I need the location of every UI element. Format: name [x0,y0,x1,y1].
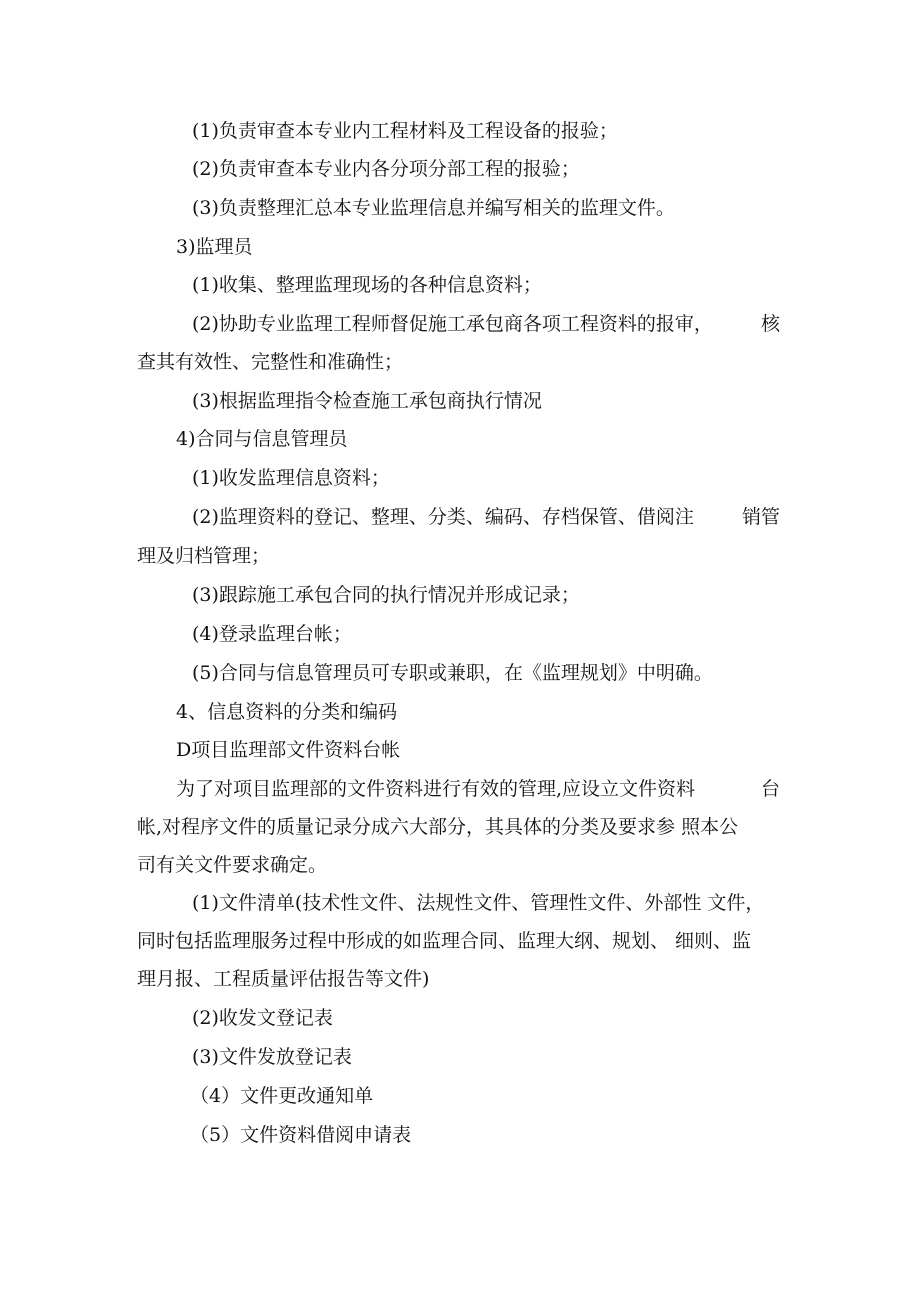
text-line: (2)收发文登记表 [192,1007,333,1029]
text-line: (1)负责审查本专业内工程材料及工程设备的报验； [192,120,618,142]
section-heading: 3)监理员 [176,236,253,258]
section-heading: 4)合同与信息管理员 [176,428,348,450]
text-segment: 为了对项目监理部的文件资料进行有效的管理,应设立文件资料 [176,778,696,800]
text-line: （4）文件更改通知单 [190,1085,374,1107]
text-line: (5)合同与信息管理员可专职或兼职，在《监理规划》中明确。 [192,662,713,684]
text-line: (1)文件清单(技术性文件、法规性文件、管理性文件、外部性 文件， [192,892,765,914]
text-segment: (2)监理资料的登记、整理、分类、编码、存档保管、借阅注 [192,506,694,528]
text-line: 理及归档管理； [137,545,271,567]
text-line: 司有关文件要求确定。 [137,854,328,876]
text-line: (1)收发监理信息资料； [192,467,390,489]
text-line: (3)根据监理指令检查施工承包商执行情况 [192,390,542,412]
text-line: (1)收集、整理监理现场的各种信息资料； [192,274,542,296]
text-line: （5）文件资料借阅申请表 [190,1124,412,1146]
text-line [176,777,780,801]
text-line: 帐,对程序文件的质量记录分成六大部分，其具体的分类及要求参 照本公 [137,816,739,838]
text-segment: 销管 [741,506,780,528]
text-line: (4)登录监理台帐； [192,623,352,645]
text-line: 理月报、工程质量评估报告等文件) [137,968,430,990]
text-line: (3)负责整理汇总本专业监理信息并编写相关的监理文件。 [192,197,675,219]
text-segment: (2)协助专业监理工程师督促施工承包商各项工程资料的报审， [192,313,713,335]
text-segment: 核 [760,313,780,335]
text-line: (3)文件发放登记表 [192,1046,352,1068]
text-line: (2)负责审查本专业内各分项分部工程的报验； [192,158,580,180]
section-heading: 4、信息资料的分类和编码 [176,701,398,723]
section-heading: D项目监理部文件资料台帐 [176,739,401,761]
text-line [192,505,780,529]
text-line: 查其有效性、完整性和准确性； [137,351,404,373]
text-line: (3)跟踪施工承包合同的执行情况并形成记录； [192,584,580,606]
text-line: 同时包括监理服务过程中形成的如监理合同、监理大纲、规划、 细则、监 [137,930,752,952]
text-segment: 台 [760,778,780,800]
text-line [192,312,780,336]
